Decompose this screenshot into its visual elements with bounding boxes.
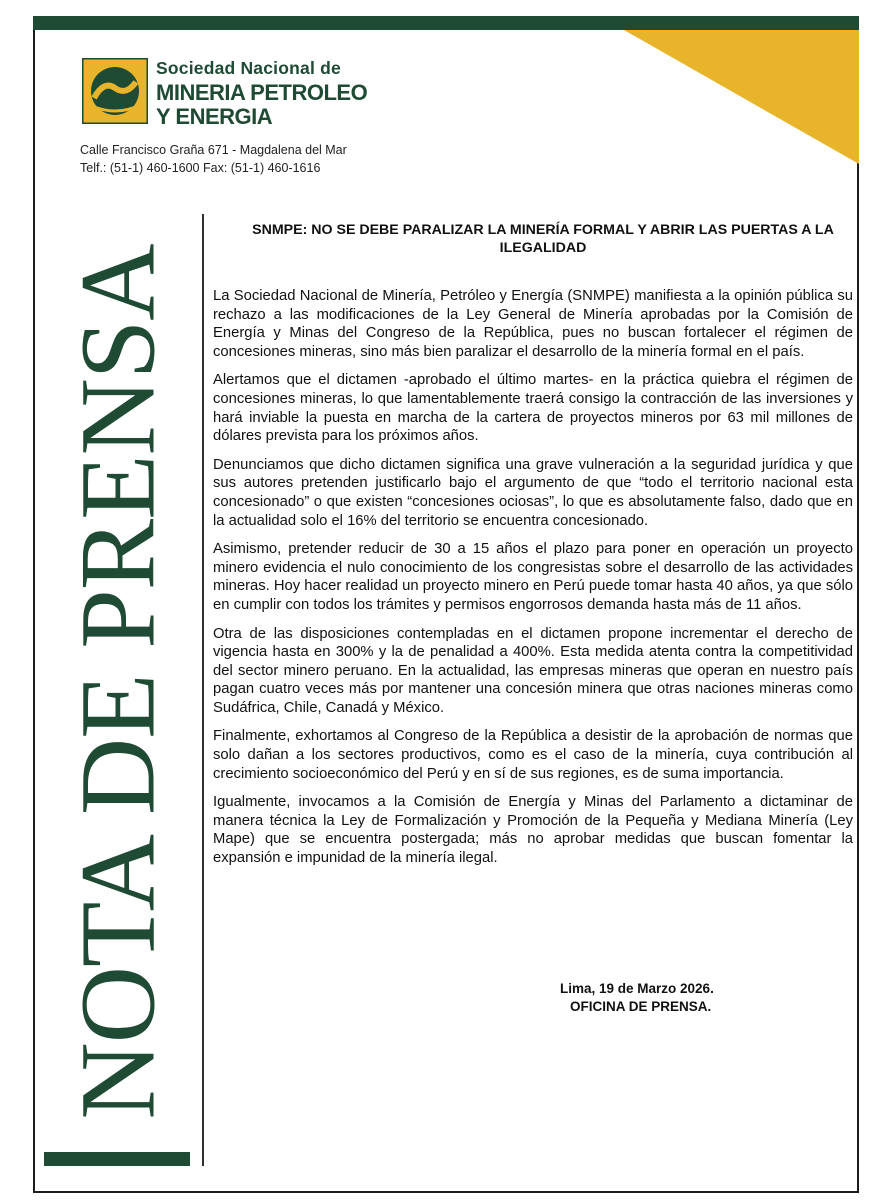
- headline: SNMPE: NO SE DEBE PARALIZAR LA MINERÍA FORMAL Y ABRIR LAS PUERTAS A LA ILEGALIDAD: [252, 222, 834, 256]
- address-line: Calle Francisco Graña 671 - Magdalena del Mar: [80, 143, 347, 157]
- paragraph: Alertamos que el dictamen -aprobado el último martes- en la práctica quiebra el régimen de concesiones mineras, lo que lamentablemente traerá consigo la contracción de las inversiones y hará inviable la puesta en marcha de la cartera de proyectos mineros por 63 mil millones de dólares prevista para los próximos años.: [213, 372, 853, 445]
- top-green-bar: [33, 16, 859, 30]
- paragraph: Denunciamos que dicho dictamen significa una grave vulneración a la seguridad jurídica y que sus autores pretenden justificarlo bajo el argumento de que “todo el territorio nacional esta concesionado” o que existen “concesiones ociosas”, lo que es absolutamente falso, dado que en la actualidad solo el 16% del territorio se encuentra concesionado.: [213, 456, 853, 529]
- logo-line-3: Y ENERGIA: [156, 103, 273, 129]
- signature-block: [560, 980, 714, 1016]
- logo-line-1: Sociedad Nacional de: [156, 58, 341, 78]
- logo-line-2: MINERIA PETROLEO: [156, 79, 368, 105]
- press-office: OFICINA DE PRENSA.: [570, 999, 712, 1014]
- gold-corner-decoration: [624, 30, 859, 164]
- paragraph: La Sociedad Nacional de Minería, Petróleo y Energía (SNMPE) manifiesta a la opinión pública su rechazo a las modificaciones de la Ley General de Minería aprobadas por la Comisión de Energía y Minas del Congreso de la República, pues no buscan fortalecer el régimen de concesiones mineras, sino más bien paralizar el desarrollo de la minería formal en el país.: [213, 288, 853, 360]
- contact-address: [80, 141, 347, 177]
- side-title: NOTA DE PRENSA: [59, 244, 178, 1120]
- vertical-divider: [202, 214, 204, 1166]
- paragraph: Igualmente, invocamos a la Comisión de Energía y Minas del Parlamento a dictaminar de manera técnica la Ley de Formalización y Promoción de la Pequeña y Mediana Minería (Ley Mape) que se encuentra postergada; más no aprobar medidas que buscan fomentar la expansión e impunidad de la minería ilegal.: [213, 794, 853, 867]
- paragraph: Otra de las disposiciones contempladas en el dictamen propone incrementar el derecho de vigencia hasta en 300% y la de penalidad a 400%. Esta medida atenta contra la competitividad del sector minero peruano. En la actualidad, las empresas mineras que operan en nuestro país pagan cuatro veces más por mantener una concesión minera que otras naciones mineras como Sudáfrica, Chile, Canadá y México.: [213, 625, 853, 716]
- paragraph: Finalmente, exhortamos al Congreso de la República a desistir de la aprobación de normas que solo dañan a los sectores productivos, como es el caso de la minería, cuya contribución al crecimiento socioeconómico del Perú y en sí de sus regiones, es de suma importancia.: [213, 728, 853, 782]
- phone-fax-line: Telf.: (51-1) 460-1600 Fax: (51-1) 460-1616: [80, 161, 321, 175]
- snmpe-logo-icon: [82, 58, 148, 124]
- press-release-body: [213, 221, 853, 878]
- place-date: Lima, 19 de Marzo 2026.: [560, 981, 714, 996]
- logo-wordmark: [156, 60, 367, 128]
- paragraph: Asimismo, pretender reducir de 30 a 15 años el plazo para poner en operación un proyecto minero evidencia el nulo conocimiento de los congresistas sobre el desarrollo de las actividades mineras. Hoy hacer realidad un proyecto minero en Perú puede tomar hasta 40 años, ya que sólo en cumplir con todos los trámites y permisos engorrosos demanda hasta más de 11 años.: [213, 541, 853, 613]
- side-title-underline: [44, 1152, 190, 1166]
- side-title-area: [44, 214, 194, 1150]
